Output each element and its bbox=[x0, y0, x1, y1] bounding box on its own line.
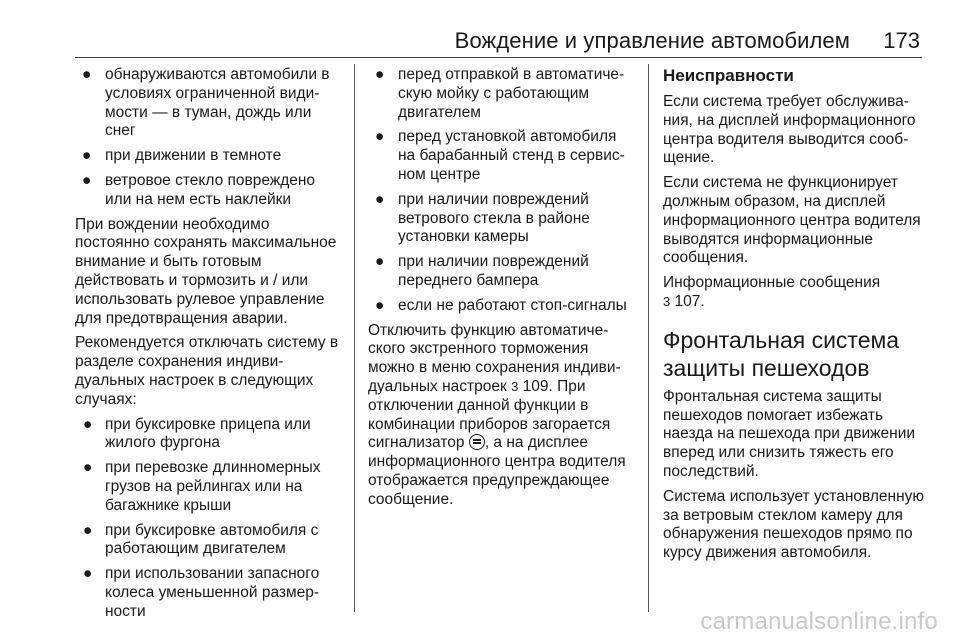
bullet-icon: ● bbox=[375, 190, 385, 208]
list-item: ● при наличии повреждений ветрового стекла в районе установки камеры bbox=[375, 190, 590, 246]
column-1 bbox=[75, 66, 345, 628]
page-header bbox=[0, 0, 960, 60]
list-item: ● при буксировке автомобиля с работающим двигателем bbox=[83, 521, 319, 558]
list-item: ● при перевозке длинномерных грузов на рейлингах или на багажнике крыши bbox=[83, 459, 321, 514]
bullet-icon: ● bbox=[83, 415, 93, 433]
paragraph: Информационные сообщения 3 107. bbox=[663, 274, 881, 310]
list-item: ● обнаруживаются автомобили в условиях ограниченной видимости — в туман, дождь или снег bbox=[82, 66, 330, 140]
list-item: ● при использовании запасного колеса уменьшенной размерности bbox=[83, 565, 320, 620]
list-item: ● ветровое стекло повреждено или на нем есть наклейки bbox=[82, 171, 316, 208]
page-ref[interactable]: 109 bbox=[522, 377, 549, 395]
paragraph: Рекомендуется отключать систему в разделе сохранения индивидуальных настроек в следующих случаях: bbox=[75, 334, 339, 408]
page-ref-arrow-icon: 3 bbox=[663, 293, 671, 309]
bullet-icon: ● bbox=[82, 147, 92, 165]
page-title: Вождение и управление автомобилем bbox=[454, 28, 850, 53]
list-item: ● если не работают стоп-сигналы bbox=[375, 296, 627, 314]
list-item: ● перед отправкой в автоматическую мойку с работающим двигателем bbox=[375, 66, 625, 121]
watermark: carmanualsonline.info bbox=[700, 608, 938, 635]
bullet-icon: ● bbox=[375, 66, 385, 83]
bullet-icon: ● bbox=[83, 459, 93, 477]
list-item: ● при наличии повреждений переднего бампера bbox=[375, 253, 589, 289]
page-number: 173 bbox=[883, 28, 920, 53]
header-rule bbox=[75, 57, 922, 58]
page-ref-arrow-icon: 3 bbox=[511, 378, 519, 394]
bullet-icon: ● bbox=[375, 253, 385, 271]
paragraph: Если система не функционирует должным образом, на дисплей информационного центра водителя выводятся информационные сообщения. bbox=[663, 174, 921, 267]
list-item: ● при движении в темноте bbox=[82, 147, 282, 165]
paragraph: Если система требует обслуживания, на дисплей информационного центра водителя выводится сообщение. bbox=[663, 93, 916, 167]
bullet-list-top bbox=[75, 66, 345, 210]
column-2 bbox=[368, 66, 636, 516]
paragraph: Отключить функцию автоматического экстренного торможения можно в меню сохранения индивидуальных настроек 3 109. При отключении данной функции в комбинации приборов загорается сигнализатор , а на дисплее информационного центра водителя отображается предупреждающее сообщение. bbox=[368, 321, 626, 508]
column-divider bbox=[354, 64, 355, 612]
bullet-icon: ● bbox=[83, 565, 93, 583]
pedestrian-warning-icon bbox=[469, 434, 485, 450]
bullet-icon: ● bbox=[82, 66, 92, 83]
list-item: ● перед установкой автомобиля на барабанный стенд в сервисном центре bbox=[375, 128, 625, 183]
bullet-icon: ● bbox=[83, 521, 93, 539]
paragraph: Фронтальная система защиты пешеходов помогает избежать наезда на пешехода при движении вперед или снизить тяжесть его последствий. bbox=[663, 387, 916, 480]
paragraph: Система использует установленную за ветровым стеклом камеру для обнаружения пешеходов прямо по курсу движения автомобиля. bbox=[663, 487, 925, 562]
section-title: Фронтальная система защиты пешеходов bbox=[663, 326, 900, 381]
bullet-icon: ● bbox=[82, 171, 92, 189]
bullet-icon: ● bbox=[375, 128, 385, 146]
column-3 bbox=[663, 66, 928, 569]
bullet-icon: ● bbox=[375, 296, 385, 314]
bullet-list-bottom bbox=[75, 416, 345, 622]
bullet-list bbox=[368, 66, 636, 316]
subheading: Неисправности bbox=[663, 66, 794, 85]
paragraph: При вождении необходимо постоянно сохранять максимальное внимание и быть готовым действовать и тормозить и / или использовать рулевое управление для предотвращения аварии. bbox=[75, 215, 337, 327]
column-divider bbox=[648, 64, 649, 612]
page-ref[interactable]: 107 bbox=[674, 292, 701, 310]
list-item: ● при буксировке прицепа или жилого фургона bbox=[83, 415, 311, 452]
